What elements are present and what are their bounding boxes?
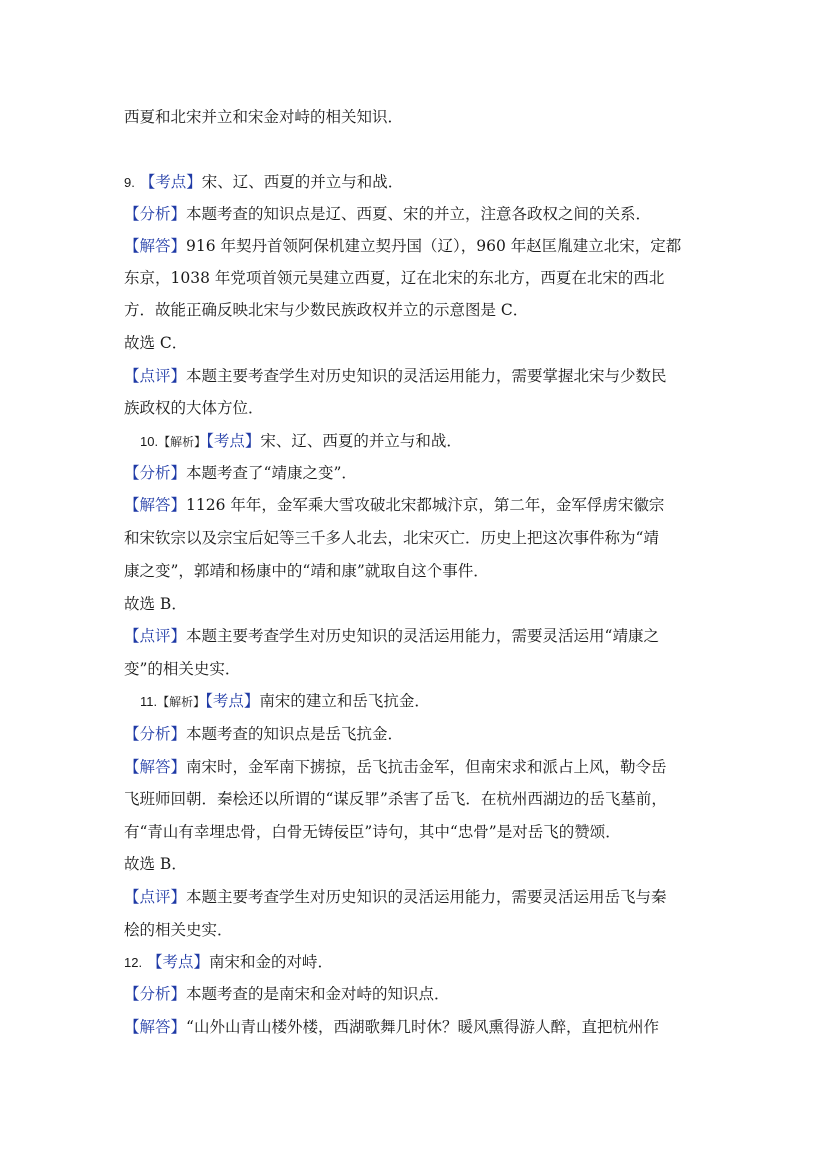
tag-jiexi: 【解析】: [157, 695, 206, 709]
tag-kaodian: 【考点】: [205, 692, 260, 710]
text-line: 飞班师回朝．秦桧还以所谓的“谋反罪”杀害了岳飞．在杭州西湖边的岳飞墓前，: [124, 790, 667, 808]
answer-line: 故选 C．: [124, 334, 188, 352]
tag-fenxi: 【分析】: [124, 985, 187, 1003]
tag-dianping: 【点评】: [124, 627, 187, 645]
text-line: 族政权的大体方位．: [124, 399, 264, 417]
question-11-jieda: 【解答】南宋时，金军南下掳掠，岳飞抗击金军，但南宋求和派占上风，勒令岳: [124, 758, 667, 776]
tag-jiexi: 【解析】: [158, 435, 207, 449]
text-line: 桧的相关史实．: [124, 921, 233, 939]
answer-line: 故选 B．: [124, 855, 187, 873]
question-10-kaodian: 10.【解析】【考点】宋、辽、西夏的并立与和战．: [140, 432, 462, 450]
question-9-fenxi: 【分析】本题考查的知识点是辽、西夏、宋的并立，注意各政权之间的关系．: [124, 205, 652, 223]
question-12-kaodian: 12. 【考点】南宋和金的对峙．: [124, 953, 334, 971]
tag-jieda: 【解答】: [124, 758, 187, 776]
answer-line: 故选 B．: [124, 595, 187, 613]
tag-kaodian: 【考点】: [139, 173, 202, 191]
tag-dianping: 【点评】: [124, 888, 187, 906]
question-12-fenxi: 【分析】本题考查的是南宋和金对峙的知识点．: [124, 985, 450, 1003]
text-line: 东京，1038 年党项首领元昊建立西夏，辽在北宋的东北方，西夏在北宋的西北: [124, 269, 665, 287]
tag-kaodian: 【考点】: [206, 432, 261, 450]
question-12-jieda: 【解答】“山外山青山楼外楼，西湖歌舞几时休？暖风熏得游人醉，直把杭州作: [124, 1018, 659, 1036]
text-line: 和宋钦宗以及宗宝后妃等三千多人北去，北宋灭亡．历史上把这次事件称为“靖: [124, 529, 659, 547]
tag-jieda: 【解答】: [124, 1018, 187, 1036]
question-11-dianping: 【点评】本题主要考查学生对历史知识的灵活运用能力，需要灵活运用岳飞与秦: [124, 888, 667, 906]
question-number: 10.: [140, 434, 159, 449]
tag-jieda: 【解答】: [124, 496, 187, 514]
tag-dianping: 【点评】: [124, 367, 187, 385]
question-number: 9.: [124, 175, 135, 190]
text-line: 西夏和北宋并立和宋金对峙的相关知识．: [124, 108, 404, 126]
question-9-jieda: 【解答】916 年契丹首领阿保机建立契丹国（辽），960 年赵匡胤建立北宋，定都: [124, 237, 682, 255]
question-10-jieda: 【解答】1126 年年，金军乘大雪攻破北宋都城汴京，第二年，金军俘虏宋徽宗: [124, 496, 665, 514]
question-number: 12.: [124, 955, 143, 970]
question-10-dianping: 【点评】本题主要考查学生对历史知识的灵活运用能力，需要灵活运用“靖康之: [124, 627, 659, 645]
tag-jieda: 【解答】: [124, 237, 187, 255]
question-10-fenxi: 【分析】本题考查了“靖康之变”．: [124, 464, 357, 482]
tag-fenxi: 【分析】: [124, 464, 187, 482]
text-line: 变”的相关史实．: [124, 660, 241, 678]
text-line: 方．故能正确反映北宋与少数民族政权并立的示意图是 C．: [124, 301, 529, 319]
tag-fenxi: 【分析】: [124, 205, 187, 223]
question-9-dianping: 【点评】本题主要考查学生对历史知识的灵活运用能力，需要掌握北宋与少数民: [124, 367, 667, 385]
question-11-fenxi: 【分析】本题考查的知识点是岳飞抗金．: [124, 725, 404, 743]
question-9-kaodian: 9. 【考点】宋、辽、西夏的并立与和战．: [124, 173, 404, 191]
tag-kaodian: 【考点】: [147, 953, 210, 971]
tag-fenxi: 【分析】: [124, 725, 187, 743]
question-number: 11.: [140, 694, 158, 709]
question-11-kaodian: 11.【解析】【考点】南宋的建立和岳飞抗金．: [140, 692, 430, 710]
text-line: 有“青山有幸埋忠骨，白骨无铸佞臣”诗句，其中“忠骨”是对岳飞的赞颂．: [124, 823, 621, 841]
text-line: 康之变”，郭靖和杨康中的“靖和康”就取自这个事件．: [124, 562, 489, 580]
